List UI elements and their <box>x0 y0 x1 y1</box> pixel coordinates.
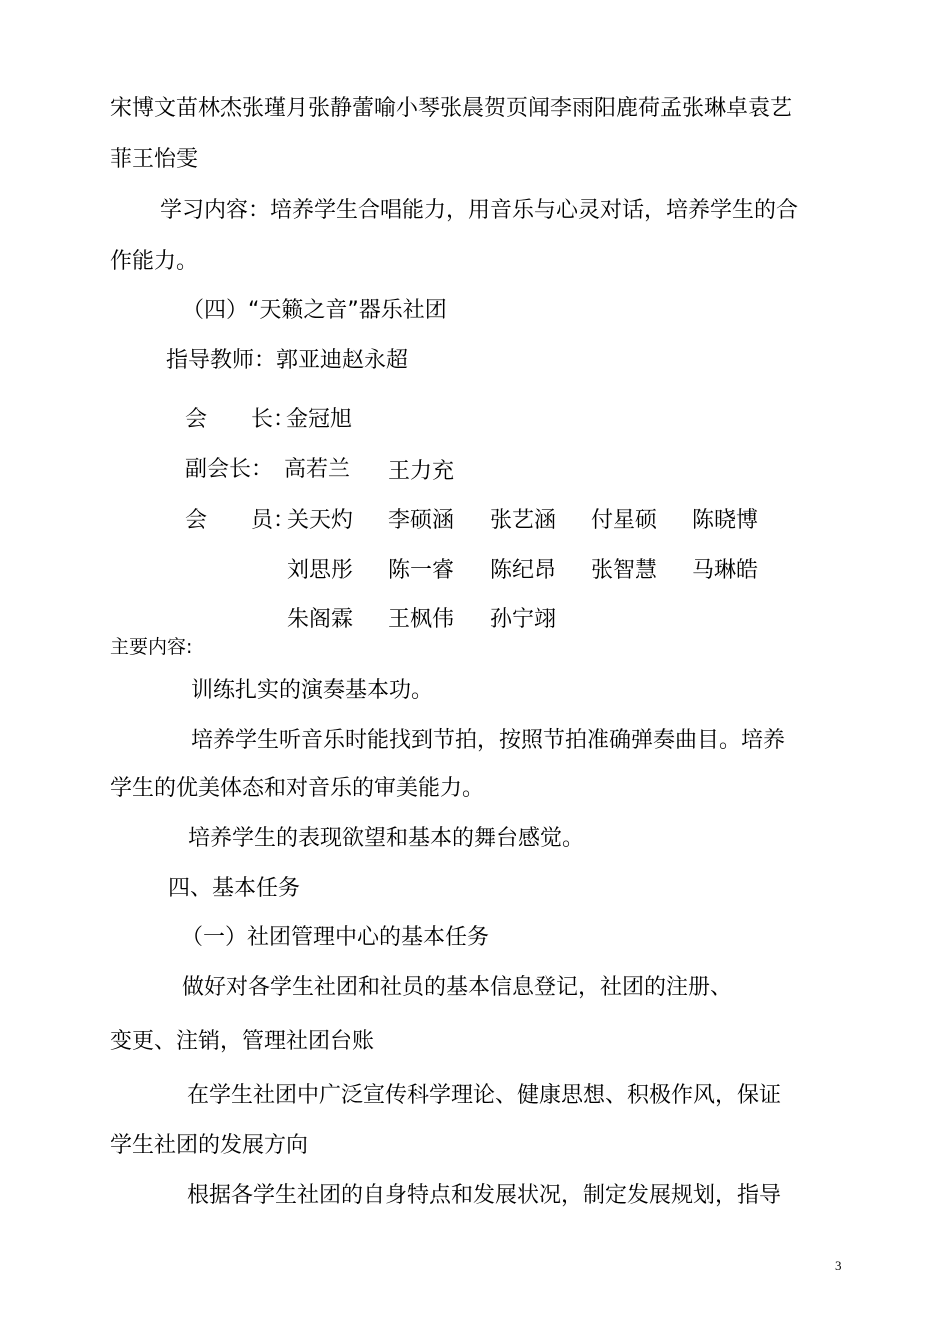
member-name: 张智慧 <box>591 558 658 583</box>
text-line: 宋博文苗林杰张瑾月张静蕾喻小琴张晨贺页闻李雨阳鹿荷孟张琳卓袁艺 <box>110 96 793 121</box>
text-line: 学习内容：培养学生合唱能力，用音乐与心灵对话，培养学生的合 <box>160 198 799 223</box>
vice-president-name: 王力充 <box>388 459 455 484</box>
member-name: 陈晓博 <box>692 508 759 533</box>
page-number: 3 <box>835 1258 842 1273</box>
text-line: 根据各学生社团的自身特点和发展状况，制定发展规划，指导 <box>187 1183 782 1208</box>
member-name: 马琳皓 <box>692 558 759 583</box>
text-line: 作能力。 <box>110 249 199 274</box>
section-heading: 四、基本任务 <box>168 876 301 901</box>
text-line: 变更、注销，管理社团台账 <box>110 1029 375 1054</box>
president-name: 金冠旭 <box>286 407 353 432</box>
president-label: 会 长： <box>185 407 296 432</box>
member-name: 李硕涵 <box>388 508 455 533</box>
text-line: 指导教师：郭亚迪赵永超 <box>166 348 409 373</box>
text-line: 培养学生的表现欲望和基本的舞台感觉。 <box>188 826 585 851</box>
member-name: 关天灼 <box>287 508 354 533</box>
text-line: 菲王怡雯 <box>110 147 199 172</box>
member-name: 朱阁霖 <box>287 607 354 632</box>
text-line: 做好对各学生社团和社员的基本信息登记，社团的注册、 <box>182 975 733 1000</box>
text-line: 在学生社团中广泛宣传科学理论、健康思想、积极作风，保证 <box>187 1083 782 1108</box>
member-name: 陈一睿 <box>388 558 455 583</box>
member-name: 孙宁翊 <box>490 607 557 632</box>
member-name: 付星硕 <box>591 508 658 533</box>
member-name: 陈纪昂 <box>490 558 557 583</box>
vice-president-label: 副会长： <box>185 457 274 482</box>
text-line: 训练扎实的演奏基本功。 <box>191 678 434 703</box>
text-line: 学生社团的发展方向 <box>110 1133 309 1158</box>
text-line: 学生的优美体态和对音乐的审美能力。 <box>110 776 485 801</box>
vice-president-name: 高若兰 <box>284 457 351 482</box>
members-label: 会 员： <box>185 508 296 533</box>
text-line: 培养学生听音乐时能找到节拍，按照节拍准确弹奏曲目。培养 <box>191 728 786 753</box>
section-heading: （四）“天籁之音”器乐社团 <box>182 298 447 323</box>
text-line: 主要内容: <box>110 636 193 658</box>
section-heading: （一）社团管理中心的基本任务 <box>181 925 490 950</box>
member-name: 刘思彤 <box>287 558 354 583</box>
member-name: 张艺涵 <box>490 508 557 533</box>
member-name: 王枫伟 <box>388 607 455 632</box>
